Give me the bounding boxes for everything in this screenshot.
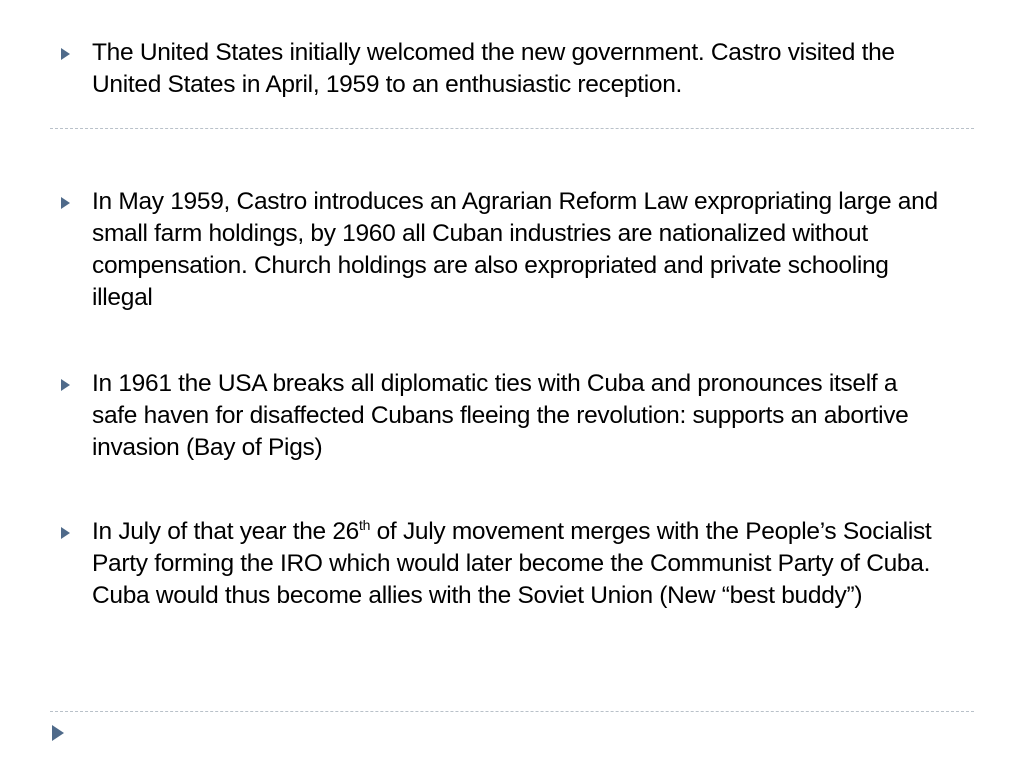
triangle-right-icon	[61, 197, 70, 209]
bullet-text: The United States initially welcomed the new government. Castro visited the United States in April, 1959 to an enthusiastic reception.	[92, 39, 895, 98]
bullet-item-diplomatic-ties	[61, 368, 941, 464]
bottom-dashed-divider	[50, 711, 974, 712]
triangle-right-icon	[61, 527, 70, 539]
bullet-item-july-movement	[61, 516, 941, 612]
bullet-item-agrarian-reform	[61, 186, 941, 314]
bullet-item-us-welcome	[61, 37, 941, 101]
triangle-right-icon	[61, 48, 70, 60]
bullet-text-start: In July of that year the 26	[92, 518, 360, 545]
bullet-text: In May 1959, Castro introduces an Agrarian Reform Law expropriating large and small farm holdings, by 1960 all Cuban industries are nationalized without compensation. Church holdings are also expropriated and private schooling illegal	[92, 188, 938, 311]
bullet-text	[92, 516, 941, 612]
play-arrow-icon[interactable]	[52, 725, 64, 741]
ordinal-superscript: th	[359, 516, 371, 533]
triangle-right-icon	[61, 379, 70, 391]
top-dashed-divider	[50, 128, 974, 129]
bullet-text-end: of July movement merges with the People’s Socialist Party forming the IRO which would later become the Communist Party of Cuba. Cuba would thus become allies with the Soviet Union (New “best buddy”)	[92, 518, 932, 609]
bullet-text: In 1961 the USA breaks all diplomatic ties with Cuba and pronounces itself a safe haven for disaffected Cubans fleeing the revolution: supports an abortive invasion (Bay of Pigs)	[92, 370, 909, 461]
